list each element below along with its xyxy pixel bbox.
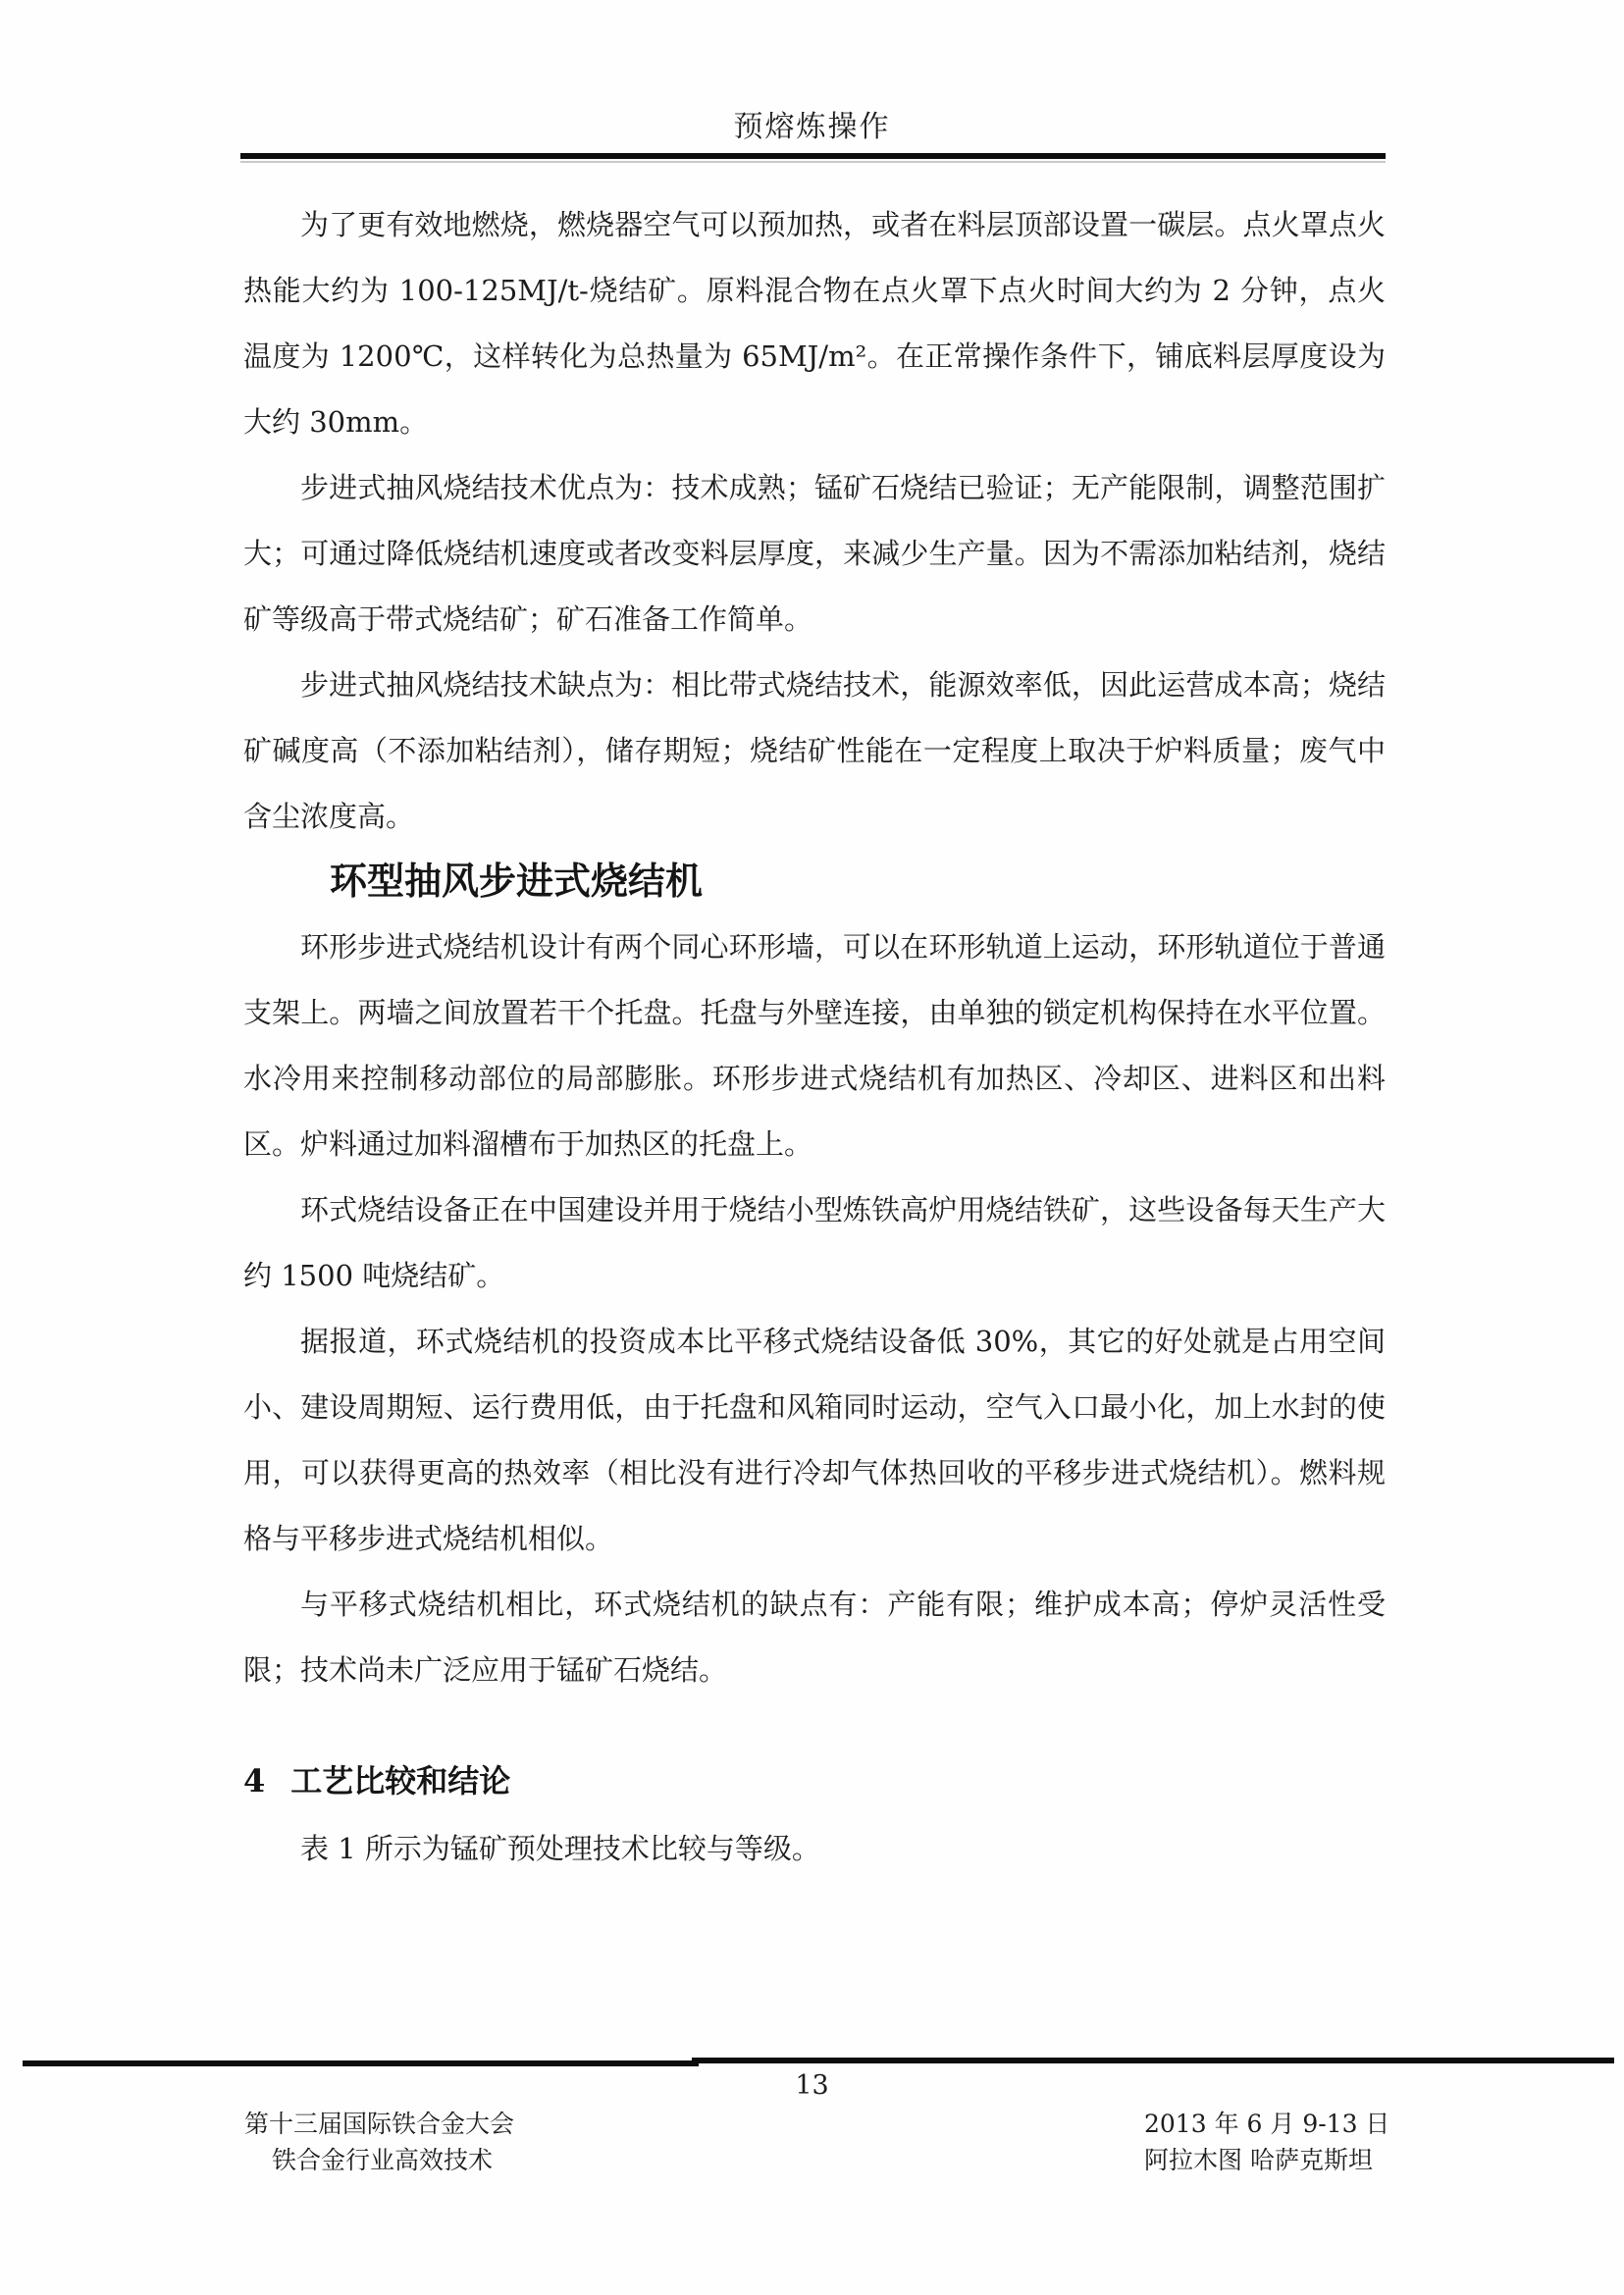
paragraph-ring-machine-drawbacks: 与平移式烧结机相比，环式烧结机的缺点有：产能有限；维护成本高；停炉灵活性受限；技术尚未广泛应用于锰矿石烧结。 <box>243 1588 1386 1687</box>
footer-rule-right <box>692 2058 1614 2063</box>
paragraph-ignition: 为了更有效地燃烧，燃烧器空气可以预加热，或者在料层顶部设置一碳层。点火罩点火热能大约为 100-125MJ/t-烧结矿。原料混合物在点火罩下点火时间大约为 2 分钟，点火温度为 1200℃，这样转化为总热量为 65MJ/m²。在正常操作条件下，铺底料层厚度设为大约 30mm。 <box>243 208 1386 439</box>
paragraph-table1-reference: 表 1 所示为锰矿预处理技术比较与等级。 <box>300 1832 820 1865</box>
footer-date-location-block <box>1144 2106 1389 2178</box>
section-4-heading <box>243 1757 1386 1804</box>
footer-rule-left <box>23 2060 699 2066</box>
footer-date: 2013 年 6 月 9-13 日 <box>1144 2110 1390 2138</box>
document-body <box>243 192 1386 1882</box>
section-4-title: 工艺比较和结论 <box>290 1762 511 1799</box>
paragraph-ring-machine-china: 环式烧结设备正在中国建设并用于烧结小型炼铁高炉用烧结铁矿，这些设备每天生产大约 1500 吨烧结矿。 <box>243 1193 1386 1292</box>
heading-ring-type-sinter-machine: 环型抽风步进式烧结机 <box>330 859 704 903</box>
paragraph-ring-machine-cost: 据报道，环式烧结机的投资成本比平移式烧结设备低 30%，其它的好处就是占用空间小、建设周期短、运行费用低，由于托盘和风箱同时运动，空气入口最小化，加上水封的使用，可以获得更高的热效率（相比没有进行冷却气体热回收的平移步进式烧结机）。燃料规格与平移步进式烧结机相似。 <box>243 1325 1386 1555</box>
footer-location: 阿拉木图 哈萨克斯坦 <box>1144 2146 1373 2174</box>
paragraph-step-sinter-disadvantages: 步进式抽风烧结技术缺点为：相比带式烧结技术，能源效率低，因此运营成本高；烧结矿碱度高（不添加粘结剂），储存期短；烧结矿性能在一定程度上取决于炉料质量；废气中含尘浓度高。 <box>243 668 1386 833</box>
section-4-number: 4 <box>243 1762 266 1799</box>
paragraph-ring-machine-design: 环形步进式烧结机设计有两个同心环形墙，可以在环形轨道上运动，环形轨道位于普通支架上。两墙之间放置若干个托盘。托盘与外壁连接，由单独的锁定机构保持在水平位置。水冷用来控制移动部位的局部膨胀。环形步进式烧结机有加热区、冷却区、进料区和出料区。炉料通过加料溜槽布于加热区的托盘上。 <box>243 930 1386 1161</box>
footer-conference-name: 第十三届国际铁合金大会 <box>244 2110 515 2138</box>
running-header-title: 预熔炼操作 <box>733 110 891 144</box>
paragraph-step-sinter-advantages: 步进式抽风烧结技术优点为：技术成熟；锰矿石烧结已验证；无产能限制，调整范围扩大；可通过降低烧结机速度或者改变料层厚度，来减少生产量。因为不需添加粘结剂，烧结矿等级高于带式烧结矿；矿石准备工作简单。 <box>243 471 1386 636</box>
page-number: 13 <box>795 2070 829 2101</box>
header-rule-shadow <box>240 161 1386 163</box>
footer-conference-block <box>244 2106 514 2178</box>
footer-conference-theme: 铁合金行业高效技术 <box>272 2146 494 2174</box>
header-rule <box>240 153 1386 159</box>
